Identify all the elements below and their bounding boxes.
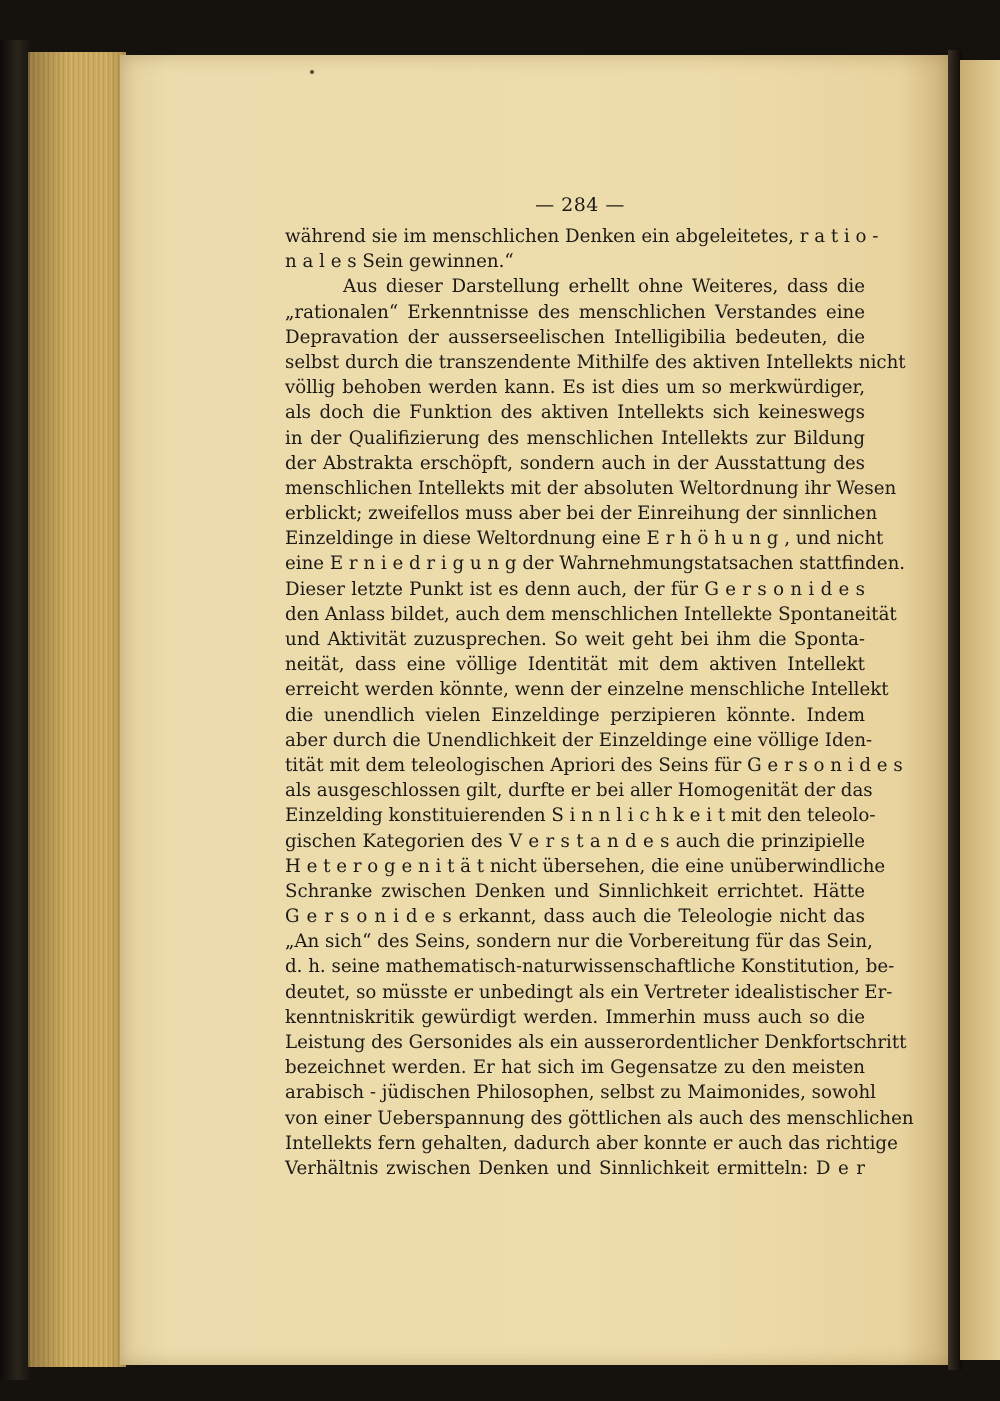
text-line: eine E r n i e d r i g u n g der Wahrnehmungstatsachen stattfinden.: [285, 553, 906, 575]
text-line: Depravation der ausserseelischen Intelligibilia bedeuten, die: [285, 326, 865, 348]
text-line: bezeichnet werden. Er hat sich im Gegensatze zu den meisten: [285, 1057, 865, 1079]
text-line: Einzeldinge in diese Weltordnung eine E r h ö h u n g , und nicht: [285, 528, 884, 550]
text-line: n a l e s Sein gewinnen.“: [285, 251, 514, 273]
text-line: erblickt; zweifellos muss aber bei der Einreihung der sinnlichen: [285, 503, 878, 525]
text-line: tität mit dem teleologischen Apriori des Seins für G e r s o n i d e s: [285, 754, 903, 776]
page-stack-edge: [28, 52, 126, 1367]
text-line: Dieser letzte Punkt ist es denn auch, der für G e r s o n i d e s: [285, 578, 865, 600]
text-line: Verhältnis zwischen Denken und Sinnlichkeit ermitteln: D e r: [285, 1157, 865, 1179]
text-line: der Abstrakta erschöpft, sondern auch in der Ausstattung des: [285, 452, 865, 474]
book-cover-edge: [0, 40, 30, 1380]
text-line: menschlichen Intellekts mit der absoluten Weltordnung ihr Wesen: [285, 477, 897, 499]
text-line: die unendlich vielen Einzeldinge perzipieren könnte. Indem: [285, 704, 865, 726]
text-line: Leistung des Gersonides als ein ausserordentlicher Denkfortschritt: [285, 1032, 907, 1053]
text-line: selbst durch die transzendente Mithilfe des aktiven Intellekts nicht: [285, 351, 906, 373]
page-number: — 284 —: [535, 194, 625, 216]
text-line: Schranke zwischen Denken und Sinnlichkeit errichtet. Hätte: [285, 880, 865, 902]
text-line: als doch die Funktion des aktiven Intellekts sich keineswegs: [285, 402, 865, 424]
text-line: von einer Ueberspannung des göttlichen als auch des menschlichen: [285, 1107, 914, 1129]
text-line: Intellekts fern gehalten, dadurch aber konnte er auch das richtige: [285, 1132, 898, 1154]
text-line: völlig behoben werden kann. Es ist dies um so merkwürdiger,: [285, 377, 865, 399]
text-line: Aus dieser Darstellung erhellt ohne Weiteres, dass die: [343, 276, 865, 298]
text-line: Einzelding konstituierenden S i n n l i c h k e i t mit den teleolo-: [285, 805, 876, 827]
text-line: aber durch die Unendlichkeit der Einzeldinge eine völlige Iden-: [285, 729, 873, 751]
text-line: als ausgeschlossen gilt, durfte er bei aller Homogenität der das: [285, 780, 873, 802]
text-line: gischen Kategorien des V e r s t a n d e s auch die prinzipielle: [285, 830, 865, 852]
text-line: deutet, so müsste er unbedingt als ein Vertreter idealistischer Er-: [285, 981, 893, 1003]
text-line: erreicht werden könnte, wenn der einzelne menschliche Intellekt: [285, 679, 889, 701]
text-line: H e t e r o g e n i t ä t nicht übersehen, die eine unüberwindliche: [285, 855, 886, 877]
text-line: G e r s o n i d e s erkannt, dass auch die Teleologie nicht das: [285, 906, 865, 928]
text-line: neität, dass eine völlige Identität mit dem aktiven Intellekt: [285, 654, 865, 676]
text-line: und Aktivität zuzusprechen. So weit geht bei ihm die Sponta-: [285, 629, 865, 650]
page-text-block: [285, 190, 914, 1181]
paper-speck: [310, 70, 314, 74]
text-line: kenntniskritik gewürdigt werden. Immerhin muss auch so die: [285, 1006, 865, 1028]
text-line: arabisch - jüdischen Philosophen, selbst zu Maimonides, sowohl: [285, 1082, 876, 1104]
text-line: den Anlass bildet, auch dem menschlichen Intellekte Spontaneität: [285, 603, 897, 625]
text-line: d. h. seine mathematisch-naturwissenschaftliche Konstitution, be-: [285, 956, 895, 978]
text-line: „An sich“ des Seins, sondern nur die Vorbereitung für das Sein,: [285, 931, 873, 953]
text-line: während sie im menschlichen Denken ein abgeleitetes, r a t i o -: [285, 226, 879, 247]
text-line: „rationalen“ Erkenntnisse des menschlichen Verstandes eine: [285, 301, 865, 323]
facing-page-edge: [960, 60, 1000, 1360]
text-line: in der Qualifizierung des menschlichen Intellekts zur Bildung: [285, 427, 865, 449]
